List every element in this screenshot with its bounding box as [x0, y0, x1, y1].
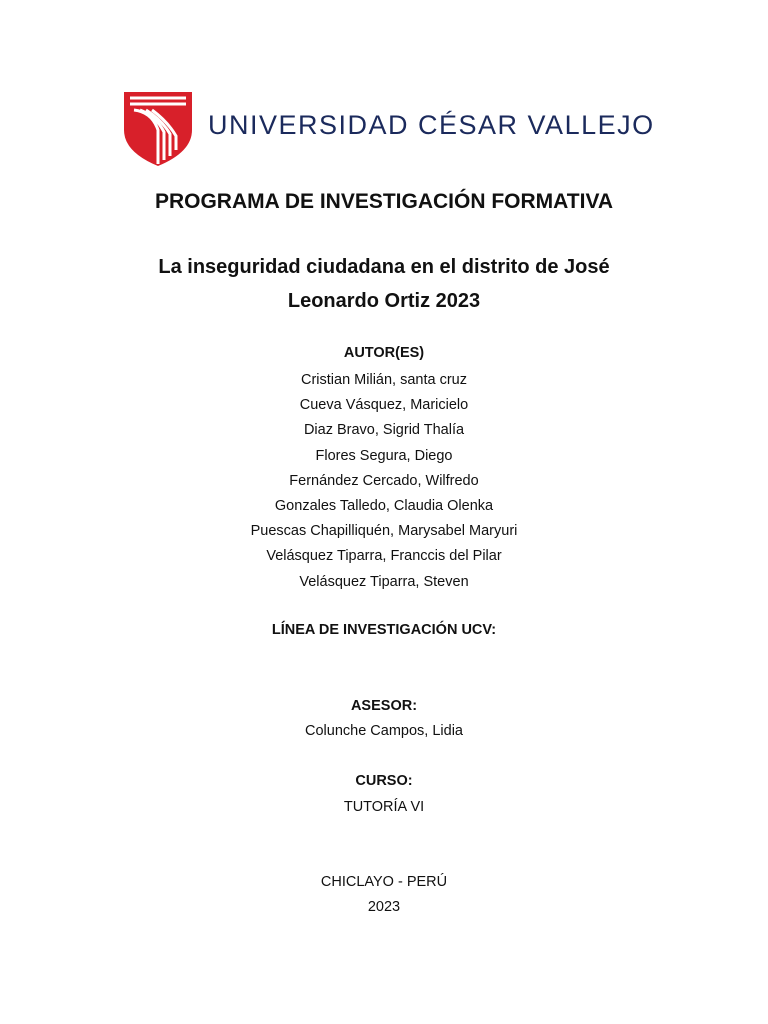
university-wordmark: UNIVERSIDAD CÉSAR VALLEJO: [208, 110, 655, 140]
research-line-label: LÍNEA DE INVESTIGACIÓN UCV:: [271, 622, 497, 638]
author-name: Cueva Vásquez, Maricielo: [299, 397, 469, 414]
course-name: TUTORÍA VI: [343, 799, 425, 815]
university-logo: [122, 90, 655, 170]
advisor-name: Colunche Campos, Lidia: [305, 723, 463, 739]
authors-label: AUTOR(ES): [343, 345, 425, 361]
document-year: 2023: [367, 899, 401, 915]
document-title: [0, 250, 768, 318]
author-name: Velásquez Tiparra, Franccis del Pilar: [266, 548, 502, 565]
advisor-label: ASESOR:: [350, 698, 418, 714]
program-heading: PROGRAMA DE INVESTIGACIÓN FORMATIVA: [154, 190, 614, 213]
author-name: Flores Segura, Diego: [315, 447, 453, 464]
title-line-2: Leonardo Ortiz 2023: [287, 290, 481, 312]
author-name: Gonzales Talledo, Claudia Olenka: [274, 498, 494, 515]
authors-list: [0, 368, 768, 595]
author-name: Cristian Milián, santa cruz: [301, 372, 467, 388]
author-name: Puescas Chapilliquén, Marysabel Maryuri: [250, 523, 518, 540]
author-name: Diaz Bravo, Sigrid Thalía: [303, 422, 465, 439]
city-country: CHICLAYO - PERÚ: [320, 874, 448, 890]
course-label: CURSO:: [355, 773, 413, 789]
ucv-shield-icon: [122, 90, 194, 168]
title-line-1: La inseguridad ciudadana en el distrito de José: [158, 256, 610, 278]
author-name: Fernández Cercado, Wilfredo: [289, 472, 479, 489]
author-name: Velásquez Tiparra, Steven: [299, 573, 469, 590]
